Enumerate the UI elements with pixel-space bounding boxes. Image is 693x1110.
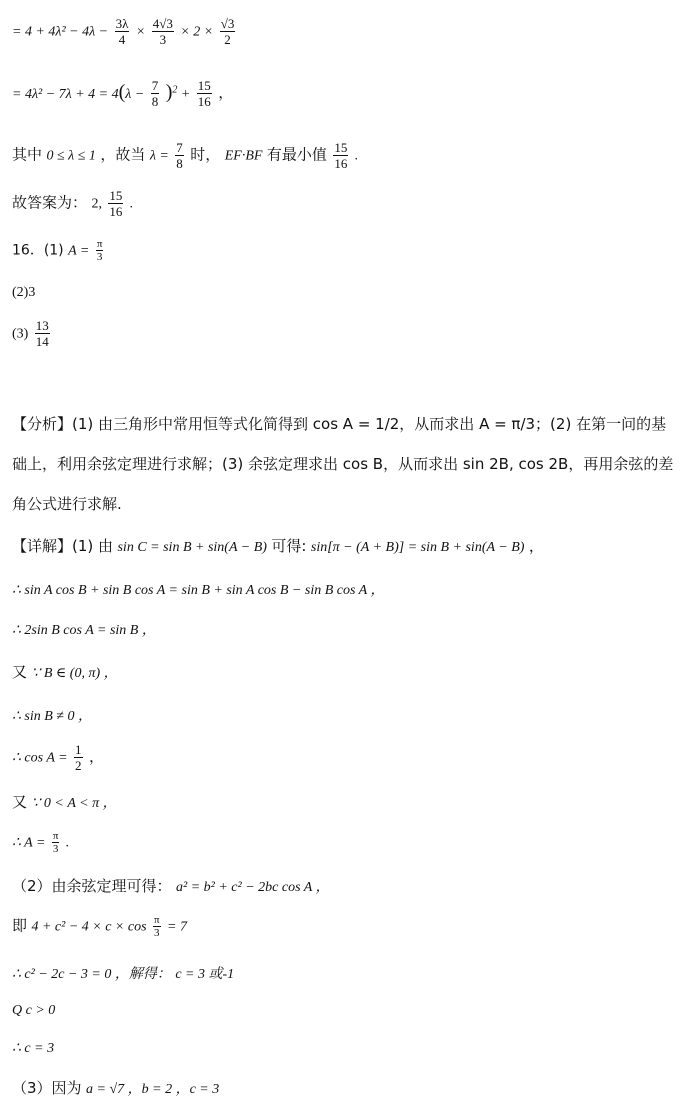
- question-16-answer-2: (2)3: [12, 285, 36, 300]
- detail-line-3: ∴ 2sin B cos A = sin B ，: [12, 623, 156, 638]
- detail-line-14: （3）因为 a = √7 ，b = 2 ，c = 3: [12, 1079, 220, 1097]
- detail-line-1: 【详解】(1) 由 sin C = sin B + sin(A − B) 可得: sin[π − (A + B)] = sin B + sin(A − B) ，: [12, 537, 544, 555]
- analysis-paragraph: 【分析】(1) 由三角形中常用恒等式化简得到 cos A = 1/2，从而求出 A = π/3；(2) 在第一问的基础上，利用余弦定理进行求解；(3) 余弦定理求出 cos B，从而求出 sin 2B, cos 2B，再用余弦的差角公式进行求解.: [12, 415, 674, 513]
- fraction: $\frac{3\lambda}{4}$: [115, 16, 129, 47]
- equation-line-1: = 4 + 4λ² − 4λ − $\frac{3\lambda}{4}$ × $\frac{4√3}{3}$ × 2 × $\frac{√3}{2}$: [12, 16, 235, 47]
- fraction: $\frac{\pi}{3}$: [96, 238, 103, 263]
- fraction: $\frac{1}{2}$: [75, 742, 82, 773]
- fraction: $\frac{15}{16}$: [197, 78, 211, 109]
- equation-line-2: = 4λ² − 7λ + 4 = 4(λ − $\frac{7}{8}$ )$^2$ + $\frac{15}{16}$ ，: [12, 78, 234, 109]
- fraction: $\frac{13}{14}$: [35, 318, 49, 349]
- detail-line-7: 又 ∵ 0 < A < π ，: [12, 793, 117, 811]
- detail-line-9: （2）由余弦定理可得： a² = b² + c² − 2bc cos A ，: [12, 877, 330, 895]
- question-16-answer-1: 16．(1) A = $\frac{\pi}{3}$: [12, 238, 103, 263]
- detail-line-11: ∴ c² − 2c − 3 = 0 ，解得： c = 3 或-1: [12, 967, 235, 982]
- minimum-statement: 其中 0 ≤ λ ≤ 1 ，故当 λ = $\frac{7}{8}$ 时， EF·BF 有最小值 $\frac{15}{16}$ .: [12, 140, 359, 171]
- detail-line-2: ∴ sin A cos B + sin B cos A = sin B + sin A cos B − sin B cos A ，: [12, 583, 385, 598]
- detail-line-8: ∴ A = $\frac{\pi}{3}$ .: [12, 830, 70, 855]
- fraction: $\frac{\pi}{3}$: [154, 914, 160, 939]
- fraction: $\frac{15}{16}$: [109, 188, 123, 219]
- fraction: $\frac{7}{8}$: [151, 78, 159, 109]
- detail-line-6: ∴ cos A = $\frac{1}{2}$ ，: [12, 742, 104, 773]
- fraction: $\frac{√3}{2}$: [220, 16, 235, 47]
- detail-line-13: ∴ c = 3: [12, 1041, 55, 1056]
- fraction: $\frac{4√3}{3}$: [152, 16, 173, 47]
- answer-line: 故答案为： 2, $\frac{15}{16}$ .: [12, 188, 134, 219]
- detail-line-5: ∴ sin B ≠ 0 ，: [12, 709, 92, 724]
- fraction: $\frac{\pi}{3}$: [52, 830, 59, 855]
- detail-line-12: Q c > 0: [12, 1003, 56, 1018]
- detail-line-4: 又 ∵ B ∈ (0, π) ，: [12, 663, 118, 681]
- question-16-answer-3: (3) $\frac{13}{14}$: [12, 318, 49, 349]
- fraction: $\frac{7}{8}$: [176, 140, 183, 171]
- detail-line-10: 即 4 + c² − 4 × c × cos $\frac{\pi}{3}$ = 7: [12, 914, 187, 939]
- fraction: $\frac{15}{16}$: [334, 140, 348, 171]
